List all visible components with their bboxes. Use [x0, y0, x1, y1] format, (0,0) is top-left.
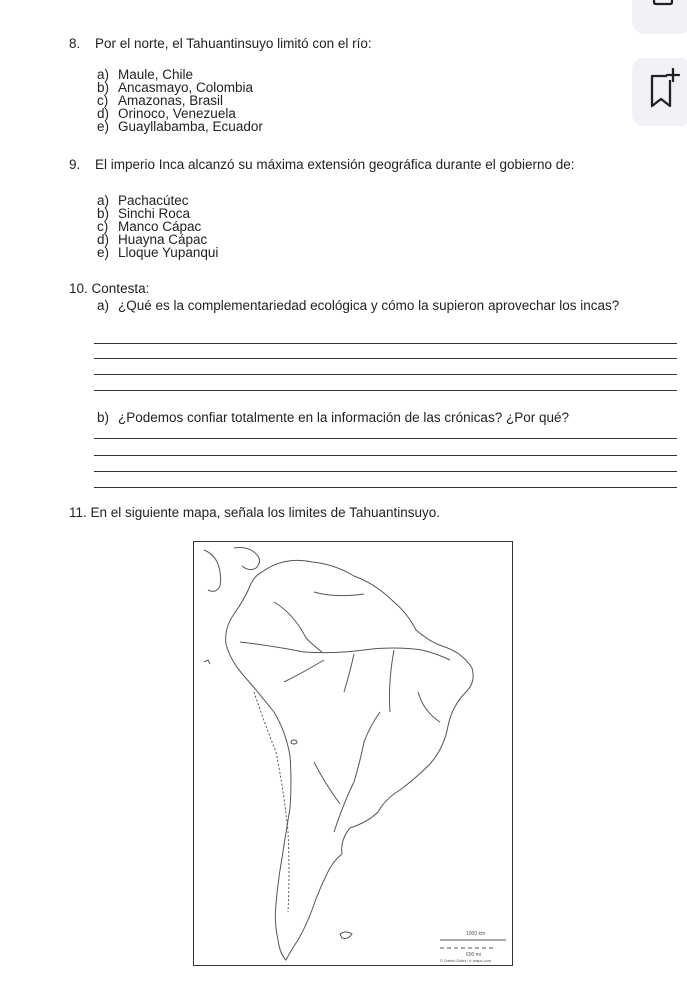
question-text: En el siguiente mapa, señala los limites de Tahuantinsuyo. [90, 505, 440, 520]
option-letter: a) [97, 298, 110, 313]
river-tributary [284, 660, 324, 682]
option-text: Orinoco, Venezuela [118, 106, 236, 121]
orinoco-river [314, 592, 364, 596]
option-letter: a) [97, 193, 110, 208]
option-text: Manco Cápac [118, 219, 202, 234]
answer-line[interactable] [94, 374, 677, 375]
amazon-river [240, 642, 450, 660]
question-number: 8. [69, 36, 81, 51]
scale-label: 600 mi [466, 952, 482, 958]
island [340, 932, 352, 939]
option-letter: b) [97, 206, 110, 221]
option-text: Ancasmayo, Colombia [118, 80, 254, 95]
river-tributary [314, 762, 340, 804]
question-9-options [97, 194, 218, 259]
question-number: 9. [69, 157, 81, 172]
question-text: ¿Qué es la complementariedad ecológica y cómo la supieron aprovechar los incas? [118, 298, 620, 313]
map-credit: © Daniel Dalet / d-maps.com [440, 958, 492, 963]
option-letter: e) [97, 119, 110, 134]
answer-line[interactable] [94, 343, 677, 344]
question-10a [97, 298, 619, 313]
question-number: 11. [69, 505, 87, 520]
question-text: Contesta: [91, 281, 150, 296]
central-america-outline [204, 550, 221, 591]
option-letter: c) [97, 93, 109, 108]
answer-line[interactable] [94, 390, 677, 391]
option-letter: b) [97, 80, 110, 95]
option-text: Lloque Yupanqui [118, 245, 219, 260]
south-america-map[interactable] [193, 541, 513, 966]
download-button[interactable] [632, 0, 687, 34]
sao-francisco-river [418, 692, 440, 722]
option [97, 246, 218, 259]
question-text: Por el norte, el Tahuantinsuyo limitó con el río: [95, 36, 372, 51]
parana-river [334, 712, 380, 832]
answer-line[interactable] [94, 471, 677, 472]
option-text: Maule, Chile [118, 67, 194, 82]
option-letter: a) [97, 67, 110, 82]
option-text: Guayllabamba, Ecuador [118, 119, 263, 134]
question-8 [69, 36, 372, 51]
answer-line[interactable] [94, 438, 677, 439]
map-drawing [194, 542, 512, 965]
question-10 [69, 281, 149, 296]
continent-outline [226, 560, 473, 960]
option-letter: d) [97, 106, 110, 121]
answer-line[interactable] [94, 358, 677, 359]
border-line [254, 692, 289, 912]
bookmark-add-button[interactable] [632, 58, 687, 126]
river-tributary [344, 654, 354, 692]
question-text: El imperio Inca alcanzó su máxima extensión geográfica durante el gobierno de: [95, 157, 575, 172]
question-9 [69, 157, 575, 172]
option-text: Sinchi Roca [118, 206, 191, 221]
option-text: Huayna Cápac [118, 232, 208, 247]
river-north [274, 602, 322, 652]
question-11 [69, 505, 440, 520]
answer-line[interactable] [94, 487, 677, 488]
option-letter: e) [97, 245, 110, 260]
answer-line[interactable] [94, 455, 677, 456]
caribbean-island [234, 548, 260, 570]
lake [291, 740, 297, 744]
question-8-options [97, 68, 263, 133]
bookmark-add-icon [632, 58, 687, 126]
island [204, 660, 210, 664]
question-text: ¿Podemos confiar totalmente en la información de las crónicas? ¿Por qué? [118, 410, 569, 425]
scale-label: 1000 km [466, 931, 486, 937]
question-number: 10. [69, 281, 88, 296]
option-text: Amazonas, Brasil [118, 93, 224, 108]
option-text: Pachacútec [118, 193, 189, 208]
option-letter: c) [97, 219, 109, 234]
river-tributary [390, 650, 395, 712]
option-letter: b) [97, 410, 110, 425]
option-letter: d) [97, 232, 110, 247]
option [97, 120, 263, 133]
question-10b [97, 410, 569, 425]
download-icon [632, 0, 687, 34]
